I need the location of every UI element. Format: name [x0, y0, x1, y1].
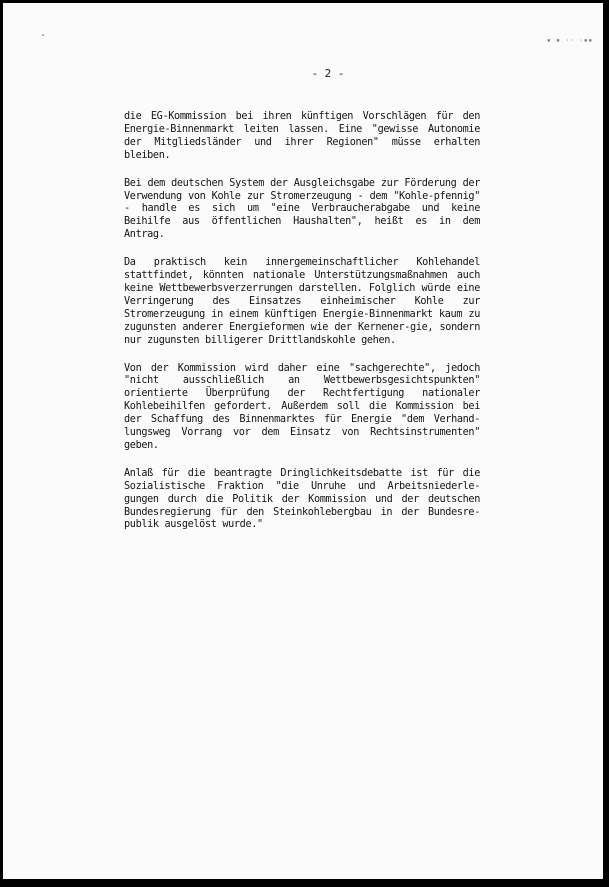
document-body — [124, 111, 480, 547]
page-number: - 2 - — [311, 67, 345, 80]
corner-mark: ▪ ▪ ·· ·▪▪ — [547, 37, 594, 44]
scan-speck — [42, 34, 44, 36]
paragraph-2: Bei dem deutschen System der Ausgleichsgabe zur Förderung der Verwendung von Kohle zur Stromerzeugung - dem "Kohle-pfennig" - handle es sich um "eine Verbraucherabgabe und keine Beihilfe aus öffentlichen Haushalten", heißt es in dem Antrag. — [124, 177, 480, 241]
paragraph-5: Anlaß für die beantragte Dringlichkeitsdebatte ist für die Sozialistische Fraktion "die Unruhe und Arbeitsniederle-gungen durch die Politik der Kommission und der deutschen Bundesregierung für den Steinkohlebergbau in der Bundesre-publik ausgelöst wurde." — [124, 467, 480, 531]
document-page — [3, 3, 603, 879]
paragraph-4: Von der Kommission wird daher eine "sachgerechte", jedoch "nicht ausschließlich an Wettbewerbsgesichtspunkten" orientierte Überprüfung der Rechtfertigung nationaler Kohlebeihilfen gefordert. Außerdem soll die Kommission bei der Schaffung des Binnenmarktes für Energie "dem Verhand-lungsweg Vorrang vor dem Einsatz von Rechtsinstrumenten" geben. — [124, 362, 480, 451]
paragraph-3: Da praktisch kein innergemeinschaftlicher Kohlehandel stattfindet, könnten nationale Unterstützungsmaßnahmen auch keine Wettbewerbsverzerrungen darstellen. Folglich würde eine Verringerung des Einsatzes einheimischer Kohle zur Stromerzeugung in einem künftigen Energie-Binnenmarkt kaum zu zugunsten anderer Energieformen wie der Kernener-gie, sondern nur zugunsten billigerer Drittlandskohle gehen. — [124, 257, 480, 346]
paragraph-1: die EG-Kommission bei ihren künftigen Vorschlägen für den Energie-Binnenmarkt leiten lassen. Eine "gewisse Autonomie der Mitgliedsländer und ihrer Regionen" müsse erhalten bleiben. — [124, 111, 480, 161]
